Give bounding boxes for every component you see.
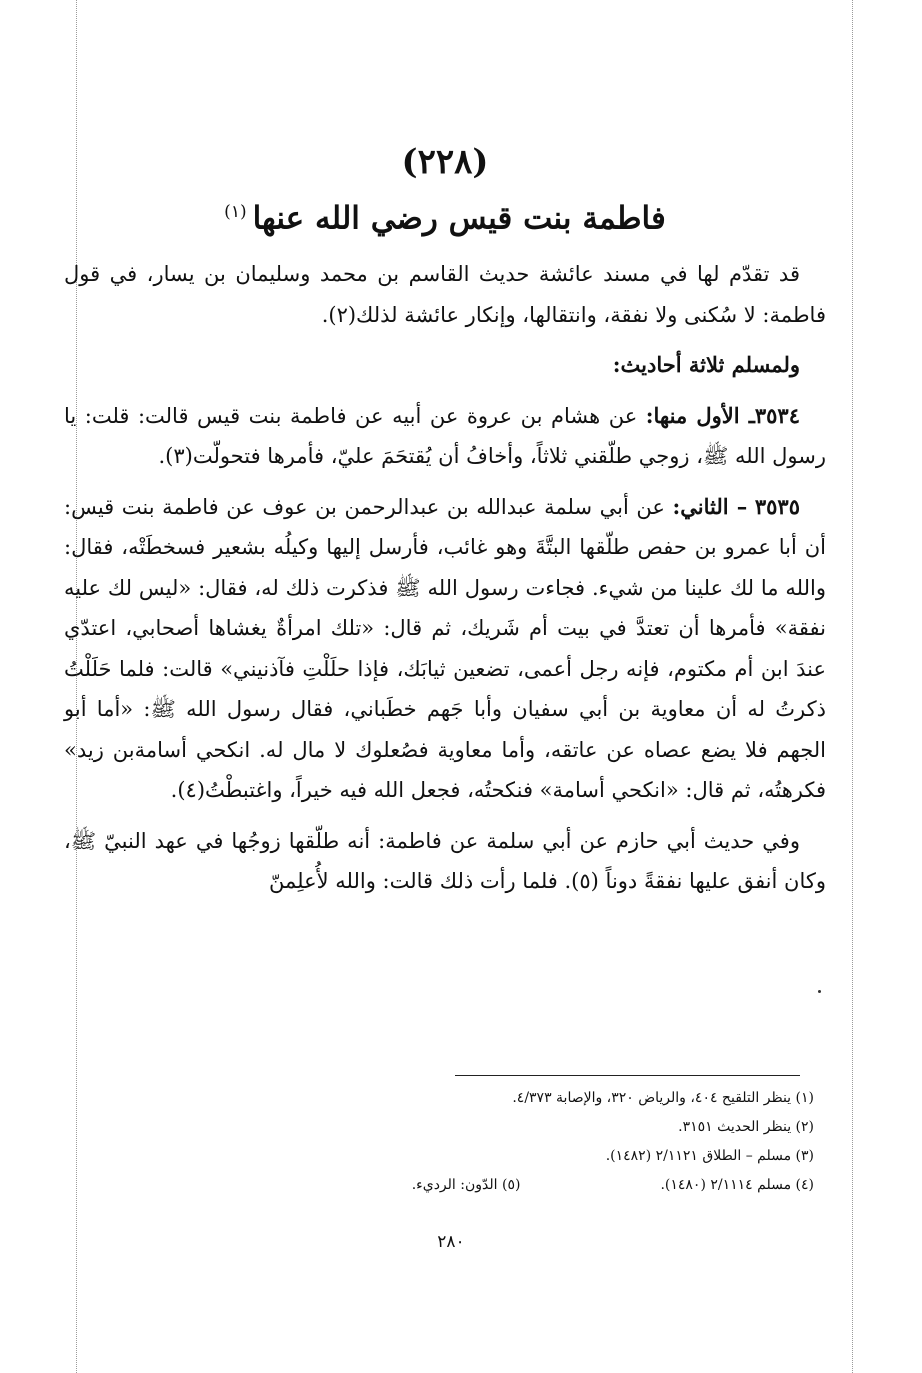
scan-fold-line-right xyxy=(852,0,853,1373)
hadith-3535-text: عن أبي سلمة عبدالله بن عبدالرحمن بن عوف عن فاطمة بنت قيس: أن أبا عمرو بن حفص طلّقها البتَّةَ وهو غائب، فأرسل إليها وكيلُه بشعير فسخطَتْه، فقال: والله ما لك علينا من شيء. فجاءت رسول الله ﷺ فذكرت ذلك له، فقال: «ليس لك عليه نفقة» فأمرها أن تعتدَّ في بيت أم شَريك، ثم قال: «تلك امرأةٌ يغشاها أصحابي، اعتدّي عندَ ابن أم مكتوم، فإنه رجل أعمى، تضعين ثيابَك، فإذا حلَلْتِ فآذنيني» قالت: فلما حَلَلْتُ ذكرتُ له أن معاوية بن أبي سفيان وأبا جَهم خطَباني، فقال رسول الله ﷺ: «أما أبو الجهم فلا يضع عصاه عن عاتقه، وأما معاوية فصُعلوك لا مال له. انكحي أسامةبن زيد» فكرهتُه، ثم قال: «انكحي أسامة» فنكحتُه، فجعل الله فيه خيراً، واغتبطْتُ(٤). xyxy=(64,494,826,803)
hadith-3534-label: ـ الأول منها: xyxy=(645,402,755,428)
scan-speck xyxy=(818,990,821,993)
chapter-title xyxy=(64,190,826,240)
chapter-number: (٢٢٨) xyxy=(401,142,489,182)
footnote-2: (٢) ينظر الحديث ٣١٥١. xyxy=(678,1119,814,1135)
hadith-3534-paragraph xyxy=(64,396,826,477)
footnotes xyxy=(64,1075,826,1200)
footnote-5: (٥) الدّون: الرديء. xyxy=(411,1177,521,1193)
hadith-3535-label: – الثاني: xyxy=(672,493,748,519)
hadith-3534-number: ٣٥٣٤ xyxy=(754,402,800,428)
hadith-3535-paragraph xyxy=(64,487,826,811)
hadith-3534-text: عن هشام بن عروة عن أبيه عن فاطمة بنت قيس قالت: قلت: يا رسول الله ﷺ، زوجي طلّقني ثلاثاً، وأخافُ أن يُقتحَمَ عليّ، فأمرها فتحولّت(٣). xyxy=(64,403,826,469)
intro-paragraph: قد تقدّم لها في مسند عائشة حديث القاسم بن محمد وسليمان بن يسار، في قول فاطمة: لا سُكنى ولا نفقة، وانتقالها، وإنكار عائشة لذلك(٢). xyxy=(64,262,826,327)
page-number: ٢٨٠ xyxy=(437,1232,465,1252)
chapter-title-note-ref: (١) xyxy=(224,202,247,222)
page-body xyxy=(64,140,826,912)
footnote-separator xyxy=(455,1075,800,1076)
footnote-4: (٤) مسلم ٢/١١١٤ (١٤٨٠). xyxy=(660,1177,814,1193)
hadith-3535-number: ٣٥٣٥ xyxy=(754,493,800,519)
muslim-heading-paragraph: ولمسلم ثلاثة أحاديث: xyxy=(612,352,800,378)
footnote-3: (٣) مسلم – الطلاق ٢/١١٢١ (١٤٨٢). xyxy=(605,1148,814,1164)
footnote-row-4-5 xyxy=(64,1171,826,1200)
abu-hazim-paragraph: وفي حديث أبي حازم عن أبي سلمة عن فاطمة: أنه طلّقها زوجُها في عهد النبيّ ﷺ، وكان أنفق عليها نفقةً دوناً (٥). فلما رأت ذلك قالت: والله لأُعلِمنّ xyxy=(64,828,826,894)
chapter-title-text: فاطمة بنت قيس رضي الله عنها xyxy=(252,200,666,237)
footnote-1: (١) ينظر التلقيح ٤٠٤، والرياض ٣٢٠، والإصابة ٤/٣٧٣. xyxy=(512,1090,814,1106)
